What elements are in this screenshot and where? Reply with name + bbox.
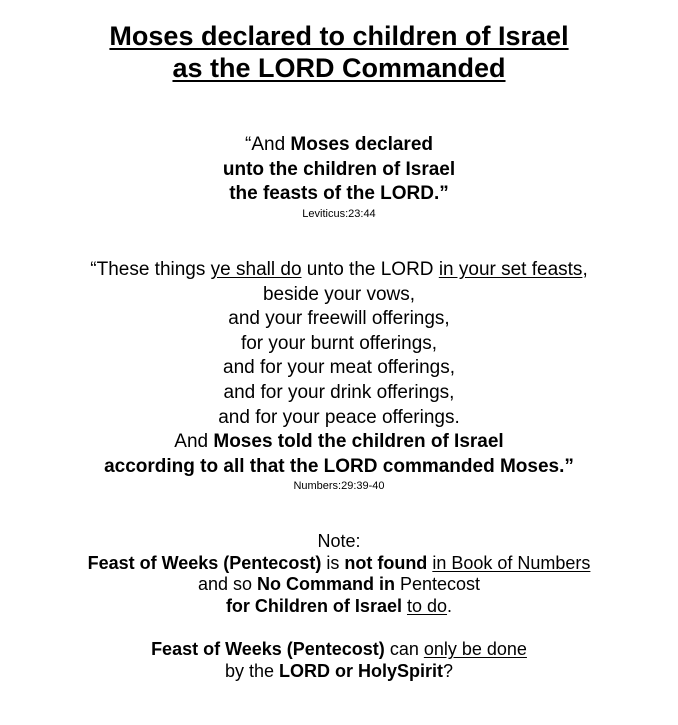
quote2-line-7: and for your peace offerings.	[218, 406, 460, 428]
page-title	[0, 20, 678, 84]
quote1-line-3: the feasts of the LORD.”	[229, 183, 449, 205]
quote2-line-1: “These things ye shall do unto the LORD in your set feasts,	[90, 259, 588, 280]
numbers-quote	[0, 258, 678, 493]
note-line-3: for Children of Israel to do.	[225, 595, 453, 616]
note-question	[0, 639, 678, 682]
quote2-line-4: for your burnt offerings,	[240, 332, 438, 354]
quote2-line-2: beside your vows,	[262, 283, 416, 305]
note-line-1: Feast of Weeks (Pentecost) is not found in Book of Numbers	[87, 552, 591, 573]
title-line-1: Moses declared to children of Israel	[109, 21, 569, 51]
quote2-line-5: and for your meat offerings,	[223, 357, 455, 379]
quote1-line-2: unto the children of Israel	[222, 158, 456, 180]
quote2-line-9: according to all that the LORD commanded Moses.”	[104, 455, 574, 477]
quote2-line-3: and your freewill offerings,	[228, 308, 450, 330]
quote2-line-6: and for your drink offerings,	[223, 381, 455, 403]
note-line-4: Feast of Weeks (Pentecost) can only be done	[151, 639, 527, 659]
leviticus-reference: Leviticus:23:44	[302, 207, 376, 220]
quote1-line-1: “And Moses declared	[245, 134, 433, 155]
quote2-line-8: And Moses told the children of Israel	[174, 431, 504, 453]
leviticus-quote	[0, 133, 678, 221]
note-heading: Note:	[317, 531, 361, 551]
note-line-5: by the LORD or HolySpirit?	[224, 660, 454, 681]
note-section	[0, 531, 678, 617]
numbers-reference: Numbers:29:39-40	[293, 480, 385, 493]
title-line-2: as the LORD Commanded	[172, 53, 506, 83]
note-line-2: and so No Command in Pentecost	[197, 574, 481, 594]
